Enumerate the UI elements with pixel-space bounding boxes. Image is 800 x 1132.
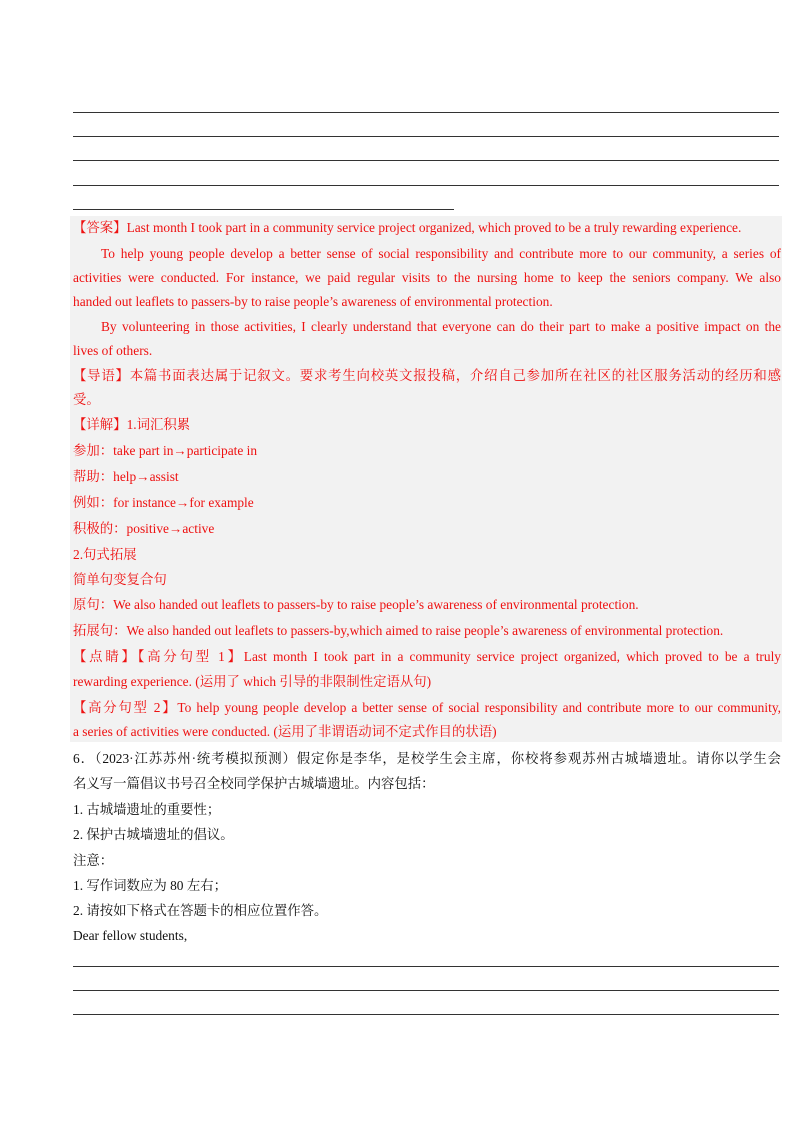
writing-line [73, 1014, 779, 1015]
original-sentence: 原句：We also handed out leaflets to passers-by to raise people’s awareness of environmental protection. [73, 597, 639, 612]
detail-tag: 【详解】 [73, 417, 127, 432]
guide-text: 本篇书面表达属于记叙文。要求考生向校英文报投稿，介绍自己参加所在社区的社区服务活动的经历和感 [129, 368, 781, 383]
tips-line-1 [73, 648, 781, 666]
answer-paragraph-2-line-1: To help young people develop a better sense of social responsibility and contribute more to our community, a series of [101, 246, 781, 261]
writing-line [73, 136, 779, 137]
sentence-title: 2.句式拓展 [73, 547, 137, 562]
writing-line [73, 185, 779, 186]
detail-heading [73, 416, 781, 434]
answer-paragraph-3-line-1: By volunteering in those activities, I clearly understand that everyone can do their part to make a positive impact on the [101, 319, 781, 334]
vocab-item: 例如：for instance→for example [73, 495, 254, 510]
writing-line [73, 112, 779, 113]
vocab-item: 帮助：help→assist [73, 469, 179, 484]
writing-line [73, 990, 779, 991]
question-line-1: 6．（2023·江苏苏州·统考模拟预测）假定你是李华，是校学生会主席，你校将参观苏州古城墙遗址。请你以学生会 [73, 751, 781, 766]
answer-paragraph-1 [73, 219, 781, 237]
note-item: 2. 请按如下格式在答题卡的相应位置作答。 [73, 903, 328, 918]
tips-line-3: 【高分句型 2】To help young people develop a better sense of social responsibility and contribute more to our community, [73, 700, 781, 715]
answer-tag: 【答案】 [73, 220, 127, 235]
vocab-item: 积极的：positive→active [73, 521, 215, 536]
answer-text: Last month I took part in a community service project organized, which proved to be a truly rewarding experience. [126, 220, 742, 235]
detail-title: 1.词汇积累 [126, 417, 191, 432]
writing-line-short [73, 209, 454, 210]
question-item: 2. 保护古城墙遗址的倡议。 [73, 827, 234, 842]
guide-tag: 【导语】 [73, 368, 130, 383]
guide-line-1 [73, 367, 781, 385]
tips-text: 【高分句型 1】Last month I took part in a community service project organized, which proved to be a truly [137, 649, 781, 664]
answer-paragraph-2-line-3: handed out leaflets to passers-by to raise people’s awareness of environmental protection. [73, 294, 553, 309]
tips-line-2: rewarding experience. (运用了 which 引导的非限制性定语从句) [73, 674, 432, 689]
sentence-subtitle: 简单句变复合句 [73, 572, 167, 587]
writing-line [73, 966, 779, 967]
question-line-2: 名义写一篇倡议书号召全校同学保护古城墙遗址。内容包括： [73, 776, 435, 791]
tips-tag: 【点睛】 [73, 649, 138, 664]
notes-title: 注意： [73, 853, 114, 868]
tips-line-4: a series of activities were conducted. (运用了非谓语动词不定式作目的状语) [73, 724, 497, 739]
vocab-item: 参加：take part in→participate in [73, 443, 258, 458]
expanded-sentence: 拓展句：We also handed out leaflets to passers-by,which aimed to raise people’s awareness of environmental protection. [73, 623, 724, 638]
answer-paragraph-3-line-2: lives of others. [73, 343, 153, 358]
note-item: 1. 写作词数应为 80 左右； [73, 878, 227, 893]
question-item: 1. 古城墙遗址的重要性； [73, 802, 221, 817]
salutation: Dear fellow students, [73, 928, 188, 943]
writing-line [73, 160, 779, 161]
answer-paragraph-2-line-2: activities were conducted. For instance, we paid regular visits to the nursing home to keep the seniors company. We also [73, 270, 781, 285]
guide-line-2: 受。 [73, 392, 100, 407]
